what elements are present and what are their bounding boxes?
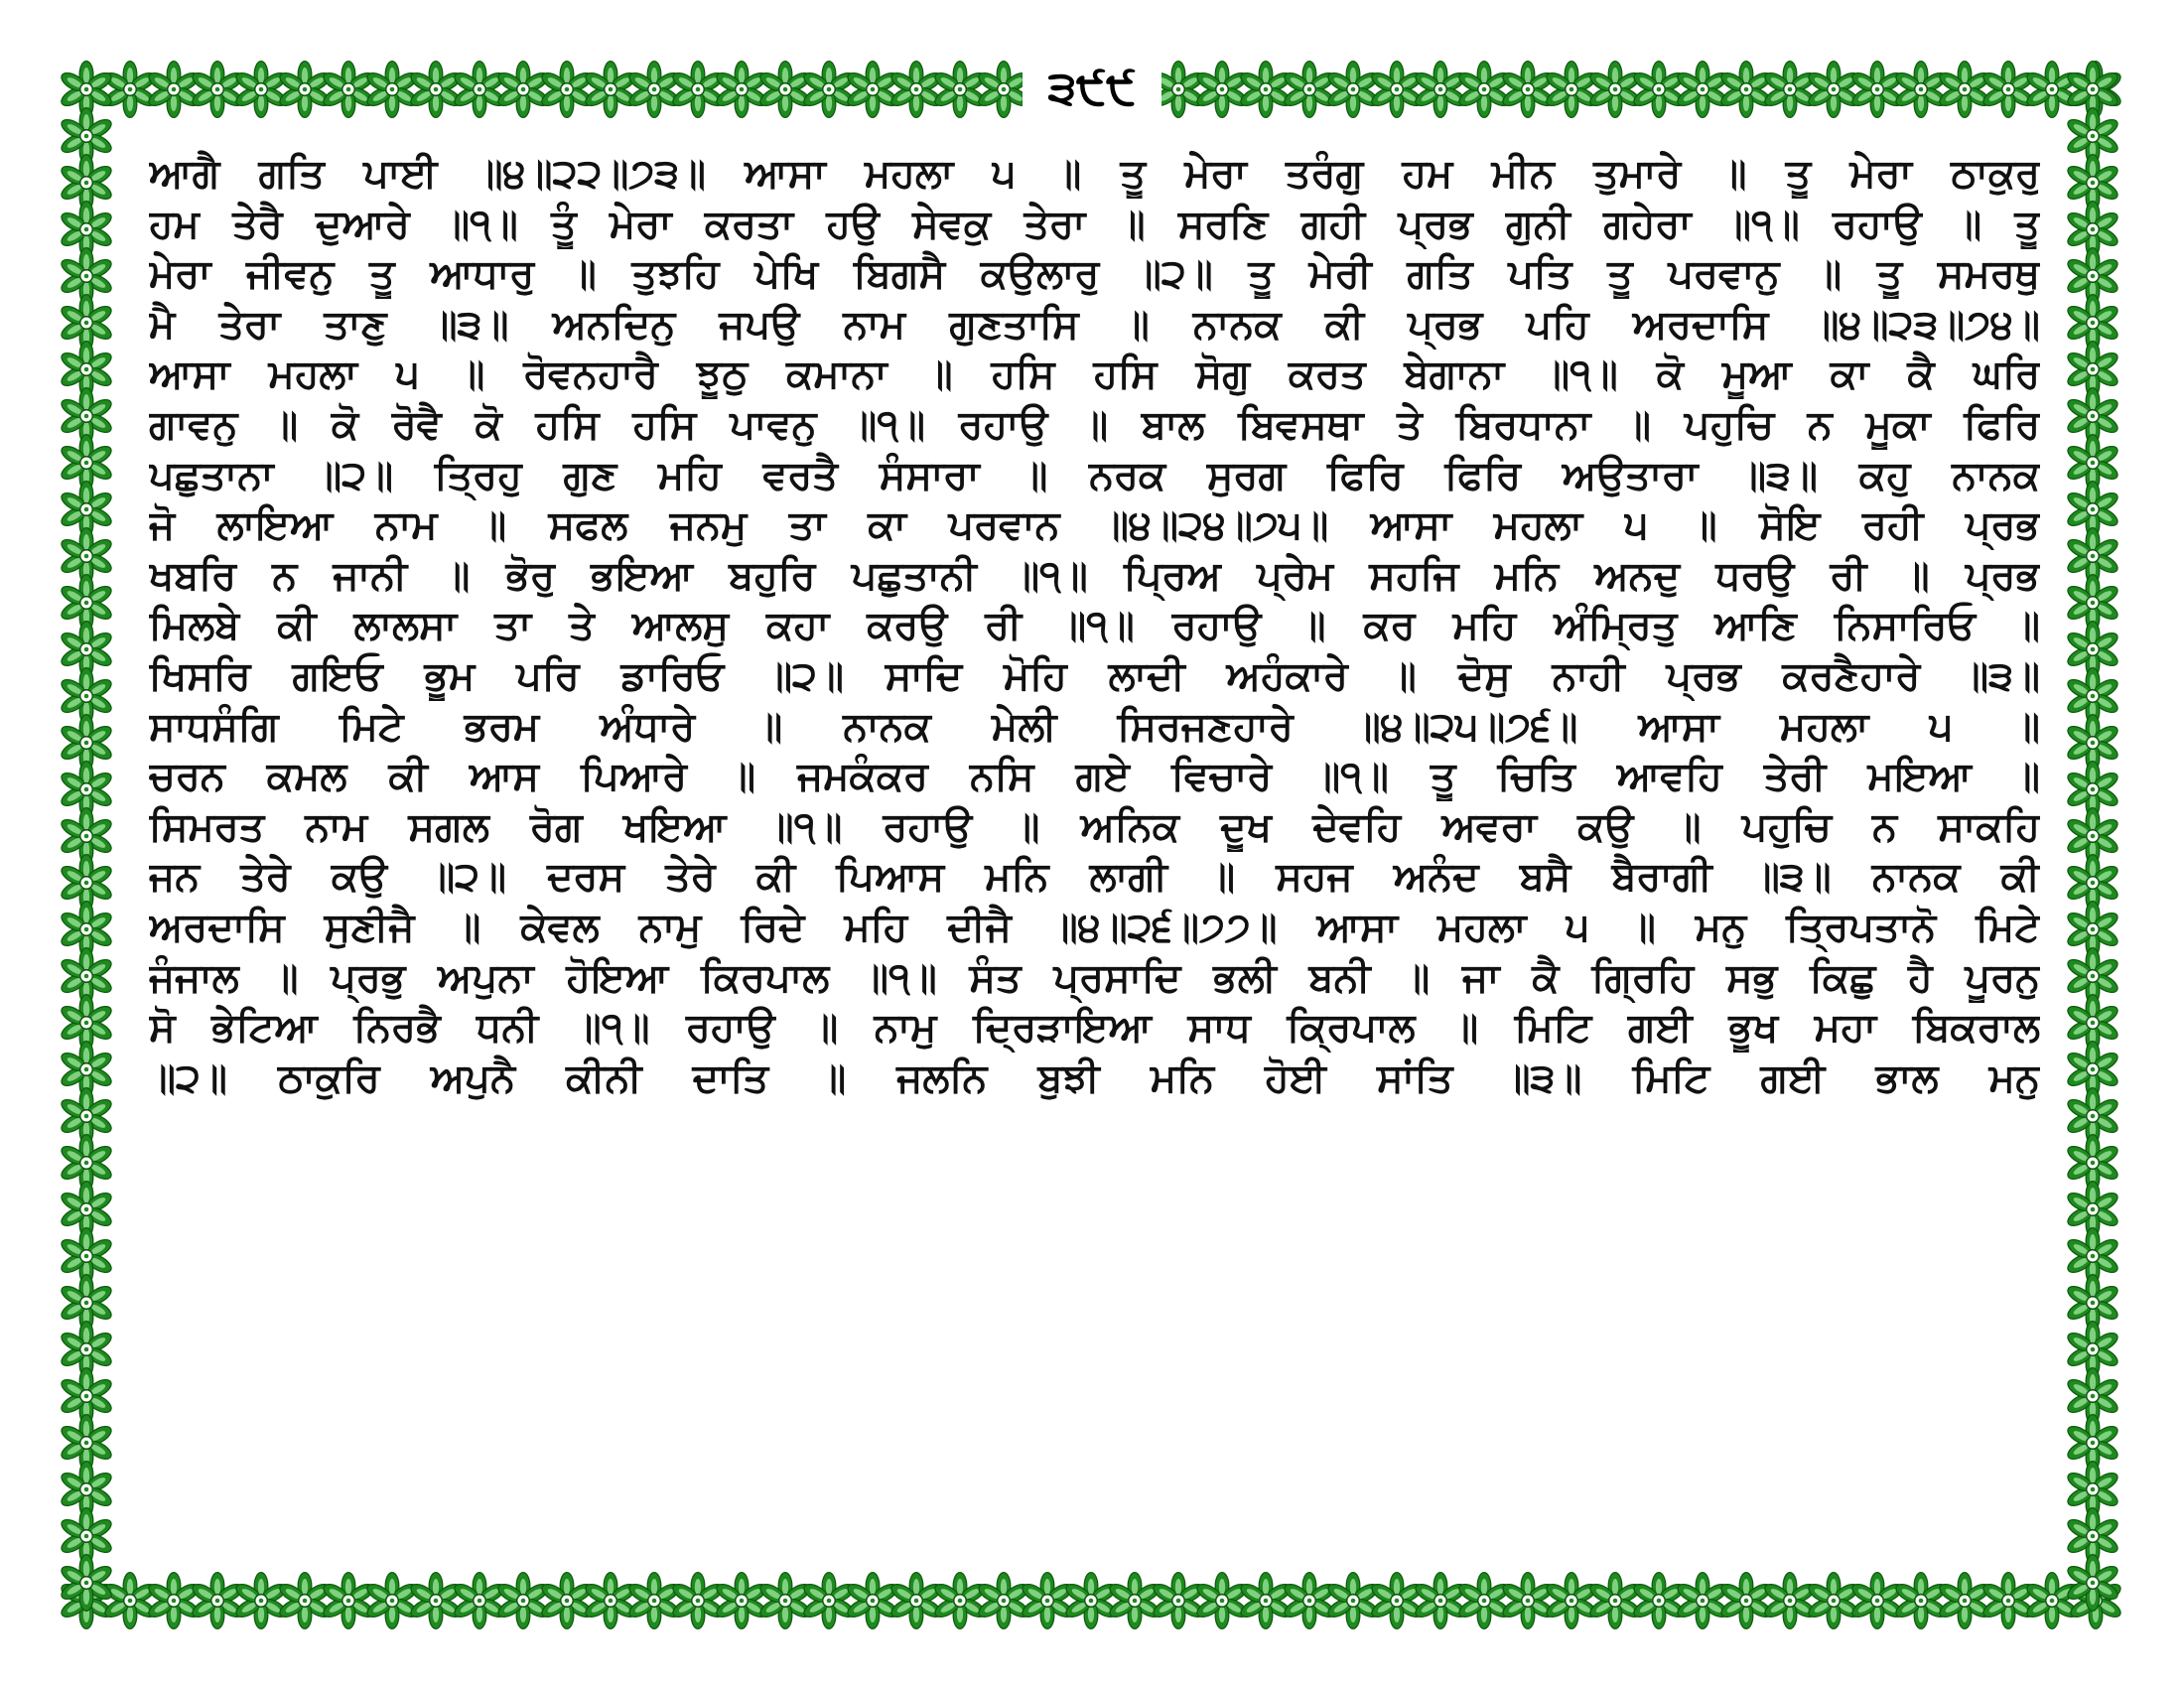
lotus-flower-icon bbox=[757, 62, 813, 118]
lotus-flower-icon bbox=[932, 1573, 988, 1629]
lotus-flower-icon bbox=[1107, 1573, 1162, 1629]
lotus-flower-icon bbox=[1413, 62, 1468, 118]
lotus-flower-icon bbox=[1500, 1573, 1556, 1629]
lotus-flower-icon bbox=[626, 62, 682, 118]
lotus-flower-icon bbox=[1893, 62, 1949, 118]
text-line: ਆਸਾ ਮਹਲਾ ੫ ॥ ਰੋਵਨਹਾਰੈ ਝੂਠੁ ਕਮਾਨਾ ॥ ਹਸਿ ਹਸਿ ਸੋਗੁ ਕਰਤ ਬੇਗਾਨਾ ॥੧॥ ਕੋ ਮੂਆ ਕਾ ਕੈ ਘਰਿ bbox=[149, 352, 2040, 398]
lotus-flower-icon bbox=[1194, 1573, 1250, 1629]
text-line: ਜੰਜਾਲ ॥ ਪ੍ਰਭੁ ਅਪੁਨਾ ਹੋਇਆ ਕਿਰਪਾਲ ॥੧॥ ਸੰਤ ਪ੍ਰਸਾਦਿ ਭਲੀ ਬਨੀ ॥ ਜਾ ਕੈ ਗ੍ਰਿਹਿ ਸਭੁ ਕਿਛੁ ਹੈ ਪੂਰਨੁ bbox=[149, 954, 2040, 1001]
lotus-flower-icon bbox=[233, 1573, 289, 1629]
text-line: ਜਨ ਤੇਰੇ ਕਉ ॥੨॥ ਦਰਸ ਤੇਰੇ ਕੀ ਪਿਆਸ ਮਨਿ ਲਾਗੀ ॥ ਸਹਜ ਅਨੰਦ ਬਸੈ ਬੈਰਾਗੀ ॥੩॥ ਨਾਨਕ ਕੀ bbox=[149, 854, 2040, 901]
lotus-flower-icon bbox=[408, 1573, 464, 1629]
text-line: ਹਮ ਤੇਰੈ ਦੁਆਰੇ ॥੧॥ ਤੂੰ ਮੇਰਾ ਕਰਤਾ ਹਉ ਸੇਵਕੁ ਤੇਰਾ ॥ ਸਰਣਿ ਗਹੀ ਪ੍ਰਭ ਗੁਨੀ ਗਹੇਰਾ ॥੧॥ ਰਹਾਉ ॥ ਤੂ bbox=[149, 201, 2040, 247]
lotus-flower-icon bbox=[1282, 62, 1337, 118]
lotus-flower-icon bbox=[190, 62, 245, 118]
lotus-flower-icon bbox=[670, 62, 726, 118]
lotus-flower-icon bbox=[495, 1573, 551, 1629]
lotus-flower-icon bbox=[626, 1573, 682, 1629]
text-line: ਖਿਸਰਿ ਗਇਓ ਭੂਮ ਪਰਿ ਡਾਰਿਓ ॥੨॥ ਸਾਦਿ ਮੋਹਿ ਲਾਦੀ ਅਹੰਕਾਰੇ ॥ ਦੋਸੁ ਨਾਹੀ ਪ੍ਰਭ ਕਰਣੈਹਾਰੇ ॥੩॥ bbox=[149, 652, 2040, 699]
lotus-flower-icon bbox=[1718, 62, 1774, 118]
lotus-flower-icon bbox=[1849, 1573, 1905, 1629]
lotus-flower-icon bbox=[1282, 1573, 1337, 1629]
lotus-flower-icon bbox=[1806, 1573, 1861, 1629]
floral-border-bottom bbox=[55, 1569, 2124, 1632]
lotus-flower-icon bbox=[845, 1573, 900, 1629]
text-line: ਜੋ ਲਾਇਆ ਨਾਮ ॥ ਸਫਲ ਜਨਮੁ ਤਾ ਕਾ ਪਰਵਾਨ ॥੪॥੨੪॥੭੫॥ ਆਸਾ ਮਹਲਾ ੫ ॥ ਸੋਇ ਰਹੀ ਪ੍ਰਭ bbox=[149, 502, 2040, 549]
floral-border-left bbox=[55, 58, 118, 1632]
text-line: ॥੨॥ ਠਾਕੁਰਿ ਅਪੁਨੈ ਕੀਨੀ ਦਾਤਿ ॥ ਜਲਨਿ ਬੁਝੀ ਮਨਿ ਹੋਈ ਸਾਂਤਿ ॥੩॥ ਮਿਟਿ ਗਈ ਭਾਲ ਮਨੁ bbox=[149, 1055, 2040, 1101]
lotus-flower-icon bbox=[1980, 1573, 2036, 1629]
text-line: ਸਾਧਸੰਗਿ ਮਿਟੇ ਭਰਮ ਅੰਧਾਰੇ ॥ ਨਾਨਕ ਮੇਲੀ ਸਿਰਜਣਹਾਰੇ ॥੪॥੨੫॥੭੬॥ ਆਸਾ ਮਹਲਾ ੫ ॥ bbox=[149, 703, 2040, 750]
lotus-flower-icon bbox=[1369, 1573, 1425, 1629]
lotus-flower-icon bbox=[888, 62, 944, 118]
lotus-flower-icon bbox=[714, 1573, 769, 1629]
lotus-flower-icon bbox=[1544, 62, 1599, 118]
lotus-flower-icon bbox=[888, 1573, 944, 1629]
text-line: ਸਿਮਰਤ ਨਾਮ ਸਗਲ ਰੋਗ ਖਇਆ ॥੧॥ ਰਹਾਉ ॥ ਅਨਿਕ ਦੂਖ ਦੇਵਹਿ ਅਵਰਾ ਕਉ ॥ ਪਹੁਚਿ ਨ ਸਾਕਹਿ bbox=[149, 803, 2040, 850]
lotus-flower-icon bbox=[1631, 62, 1687, 118]
text-line: ਖਬਰਿ ਨ ਜਾਨੀ ॥ ਭੋਰੁ ਭਇਆ ਬਹੁਰਿ ਪਛੁਤਾਨੀ ॥੧॥ ਪ੍ਰਿਅ ਪ੍ਰੇਮ ਸਹਜਿ ਮਨਿ ਅਨਦੁ ਧਰਉ ਰੀ ॥ ਪ੍ਰਭ bbox=[149, 552, 2040, 599]
lotus-flower-icon bbox=[1631, 1573, 1687, 1629]
lotus-flower-icon bbox=[408, 62, 464, 118]
lotus-flower-icon bbox=[1194, 62, 1250, 118]
lotus-flower-icon bbox=[801, 1573, 857, 1629]
lotus-flower-icon bbox=[539, 1573, 595, 1629]
text-line: ਪਛੁਤਾਨਾ ॥੨॥ ਤ੍ਰਿਹੁ ਗੁਣ ਮਹਿ ਵਰਤੈ ਸੰਸਾਰਾ ॥ ਨਰਕ ਸੁਰਗ ਫਿਰਿ ਫਿਰਿ ਅਉਤਾਰਾ ॥੩॥ ਕਹੁ ਨਾਨਕ bbox=[149, 452, 2040, 498]
lotus-flower-icon bbox=[757, 1573, 813, 1629]
lotus-flower-icon bbox=[976, 1573, 1031, 1629]
lotus-flower-icon bbox=[1806, 62, 1861, 118]
lotus-flower-icon bbox=[2065, 1555, 2120, 1612]
lotus-flower-icon bbox=[1369, 62, 1425, 118]
lotus-flower-icon bbox=[714, 62, 769, 118]
text-line: ਸੋ ਭੇਟਿਆ ਨਿਰਭੈ ਧਨੀ ॥੧॥ ਰਹਾਉ ॥ ਨਾਮੁ ਦ੍ਰਿੜਾਇਆ ਸਾਧ ਕ੍ਰਿਪਾਲ ॥ ਮਿਟਿ ਗਈ ਭੂਖ ਮਹਾ ਬਿਕਰਾਲ bbox=[149, 1005, 2040, 1052]
lotus-flower-icon bbox=[1718, 1573, 1774, 1629]
lotus-flower-icon bbox=[1762, 62, 1818, 118]
lotus-flower-icon bbox=[1544, 1573, 1599, 1629]
lotus-flower-icon bbox=[321, 62, 376, 118]
lotus-flower-icon bbox=[452, 1573, 507, 1629]
lotus-flower-icon bbox=[1587, 62, 1643, 118]
lotus-flower-icon bbox=[146, 62, 202, 118]
lotus-flower-icon bbox=[1500, 62, 1556, 118]
lotus-flower-icon bbox=[1937, 62, 1992, 118]
lotus-flower-icon bbox=[364, 62, 420, 118]
lotus-flower-icon bbox=[1762, 1573, 1818, 1629]
lotus-flower-icon bbox=[1675, 1573, 1730, 1629]
text-line: ਚਰਨ ਕਮਲ ਕੀ ਆਸ ਪਿਆਰੇ ॥ ਜਮਕੰਕਰ ਨਸਿ ਗਏ ਵਿਚਾਰੇ ॥੧॥ ਤੂ ਚਿਤਿ ਆਵਹਿ ਤੇਰੀ ਮਇਆ ॥ bbox=[149, 754, 2040, 800]
lotus-flower-icon bbox=[932, 62, 988, 118]
text-line: ਅਰਦਾਸਿ ਸੁਣੀਜੈ ॥ ਕੇਵਲ ਨਾਮੁ ਰਿਦੇ ਮਹਿ ਦੀਜੈ ॥੪॥੨੬॥੭੭॥ ਆਸਾ ਮਹਲਾ ੫ ॥ ਮਨੁ ਤ੍ਰਿਪਤਾਨੋ ਮਿਟੇ bbox=[149, 904, 2040, 950]
lotus-flower-icon bbox=[1456, 62, 1512, 118]
lotus-flower-icon bbox=[1587, 1573, 1643, 1629]
lotus-flower-icon bbox=[1325, 1573, 1381, 1629]
lotus-flower-icon bbox=[190, 1573, 245, 1629]
floral-border-right bbox=[2061, 58, 2124, 1632]
lotus-flower-icon bbox=[1849, 62, 1905, 118]
lotus-flower-icon bbox=[1456, 1573, 1512, 1629]
page-number: ੩੯੯ bbox=[1023, 52, 1161, 125]
lotus-flower-icon bbox=[452, 62, 507, 118]
lotus-flower-icon bbox=[1238, 62, 1294, 118]
lotus-flower-icon bbox=[1675, 62, 1730, 118]
text-line: ਮਿਲਬੇ ਕੀ ਲਾਲਸਾ ਤਾ ਤੇ ਆਲਸੁ ਕਹਾ ਕਰਉ ਰੀ ॥੧॥ ਰਹਾਉ ॥ ਕਰ ਮਹਿ ਅੰਮ੍ਰਿਤੁ ਆਣਿ ਨਿਸਾਰਿਓ ॥ bbox=[149, 603, 2040, 649]
lotus-flower-icon bbox=[801, 62, 857, 118]
lotus-flower-icon bbox=[277, 62, 333, 118]
lotus-flower-icon bbox=[1020, 1573, 1075, 1629]
lotus-flower-icon bbox=[1980, 62, 2036, 118]
lotus-flower-icon bbox=[845, 62, 900, 118]
lotus-flower-icon bbox=[583, 1573, 638, 1629]
lotus-flower-icon bbox=[1238, 1573, 1294, 1629]
scripture-text bbox=[149, 149, 2040, 1559]
lotus-flower-icon bbox=[364, 1573, 420, 1629]
lotus-flower-icon bbox=[539, 62, 595, 118]
lotus-flower-icon bbox=[1325, 62, 1381, 118]
text-line: ਮੇਰਾ ਜੀਵਨੁ ਤੂ ਆਧਾਰੁ ॥ ਤੁਝਹਿ ਪੇਖਿ ਬਿਗਸੈ ਕਉਲਾਰੁ ॥੨॥ ਤੂ ਮੇਰੀ ਗਤਿ ਪਤਿ ਤੂ ਪਰਵਾਨੁ ॥ ਤੂ ਸਮਰਥੁ bbox=[149, 251, 2040, 298]
lotus-flower-icon bbox=[233, 62, 289, 118]
text-line: ਮੈ ਤੇਰਾ ਤਾਣੁ ॥੩॥ ਅਨਦਿਨੁ ਜਪਉ ਨਾਮ ਗੁਣਤਾਸਿ ॥ ਨਾਨਕ ਕੀ ਪ੍ਰਭ ਪਹਿ ਅਰਦਾਸਿ ॥੪॥੨੩॥੭੪॥ bbox=[149, 301, 2040, 348]
lotus-flower-icon bbox=[1063, 1573, 1119, 1629]
lotus-flower-icon bbox=[321, 1573, 376, 1629]
lotus-flower-icon bbox=[583, 62, 638, 118]
lotus-flower-icon bbox=[1151, 1573, 1206, 1629]
lotus-flower-icon bbox=[495, 62, 551, 118]
text-line: ਆਗੈ ਗਤਿ ਪਾਈ ॥੪॥੨੨॥੭੩॥ ਆਸਾ ਮਹਲਾ ੫ ॥ ਤੂ ਮੇਰਾ ਤਰੰਗੁ ਹਮ ਮੀਨ ਤੁਮਾਰੇ ॥ ਤੂ ਮੇਰਾ ਠਾਕੁਰੁ bbox=[149, 151, 2040, 197]
lotus-flower-icon bbox=[277, 1573, 333, 1629]
text-line: ਗਾਵਨੁ ॥ ਕੋ ਰੋਵੈ ਕੋ ਹਸਿ ਹਸਿ ਪਾਵਨੁ ॥੧॥ ਰਹਾਉ ॥ ਬਾਲ ਬਿਵਸਥਾ ਤੇ ਬਿਰਧਾਨਾ ॥ ਪਹੁਚਿ ਨ ਮੂਕਾ ਫਿਰਿ bbox=[149, 401, 2040, 448]
lotus-flower-icon bbox=[146, 1573, 202, 1629]
lotus-flower-icon bbox=[59, 1555, 114, 1612]
lotus-flower-icon bbox=[670, 1573, 726, 1629]
lotus-flower-icon bbox=[1937, 1573, 1992, 1629]
lotus-flower-icon bbox=[1413, 1573, 1468, 1629]
lotus-flower-icon bbox=[1893, 1573, 1949, 1629]
